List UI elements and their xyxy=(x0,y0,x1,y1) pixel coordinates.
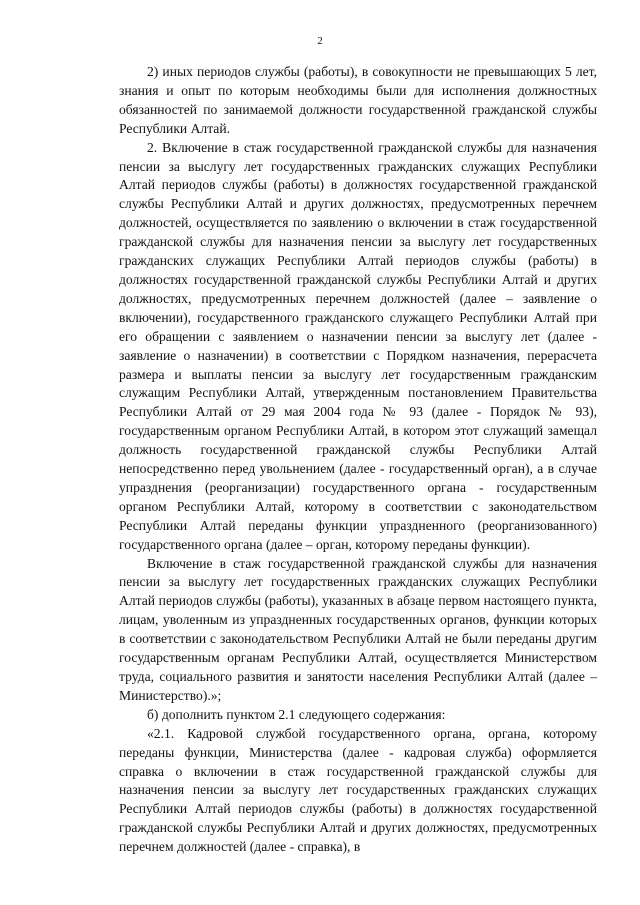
page-number: 2 xyxy=(317,35,323,47)
paragraph-ministry-inclusion: Включение в стаж государственной гражданской службы для назначения пенсии за выслугу лет государственных гражданских служащих Республики Алтай периодов службы (работы), указанных в абзаце первом настоящего пункта, лицам, уволенным из упраздненных государственных органов, функции которых в соответствии с законодательством Республики Алтай не были переданы другим государственным органам Республики Алтай, осуществляется Министерством труда, социального развития и занятости населения Республики Алтай (далее – Министерство).»; xyxy=(119,555,597,703)
paragraph-clause-2-inclusion: 2. Включение в стаж государственной гражданской службы для назначения пенсии за выслугу лет государственных гражданских служащих Республики Алтай периодов службы (работы) в должностях государственной гражданской службы Республики Алтай и других должностях, предусмотренных перечнем должностей, осуществляется по заявлению о включении в стаж государственной гражданской службы для назначения пенсии за выслугу лет государственных гражданских служащих Республики Алтай периодов службы (работы) в должностях государственной гражданской службы Республики Алтай и других должностях, предусмотренных перечнем должностей (далее – заявление о включении), государственного гражданского служащего Республики Алтай при его обращении с заявлением о назначении пенсии за выслугу лет (далее - заявление о назначении) в соответствии с Порядком назначения, перерасчета размера и выплаты пенсии за выслугу лет государственным гражданским служащим Республики Алтай, утвержденным постановлением Правительства Республики Алтай от 29 мая 2004 года № 93 (далее - Порядок № 93), государственным органом Республики Алтай, в котором этот служащий замещал должность государственной гражданской службы Республики Алтай непосредственно перед увольнением (далее - государственный орган), а в случае упразднения (реорганизации) государственного органа - государственным органом Республики Алтай, которому в соответствии с законодательством Республики Алтай переданы функции упраздненного (реорганизованного) государственного органа (далее – орган, которому переданы функции). xyxy=(119,139,597,552)
paragraph-item-2-other-periods: 2) иных периодов службы (работы), в совокупности не превышающих 5 лет, знания и опыт по которым необходимы были для исполнения должностных обязанностей по занимаемой должности государственной гражданской службы Республики Алтай. xyxy=(119,64,597,136)
paragraph-clause-2-1: «2.1. Кадровой службой государственного органа, органа, которому переданы функции, Министерства (далее - кадровая служба) оформляется справка о включении в стаж государственной гражданской службы для назначения пенсии за выслугу лет государственных гражданских служащих Республики Алтай периодов службы (работы) в должностях государственной гражданской службы Республики Алтай и других должностях, предусмотренных перечнем должностей (далее - справка), в xyxy=(119,725,597,855)
paragraph-subclause-b: б) дополнить пунктом 2.1 следующего содержания: xyxy=(147,706,446,722)
document-body xyxy=(119,63,597,857)
